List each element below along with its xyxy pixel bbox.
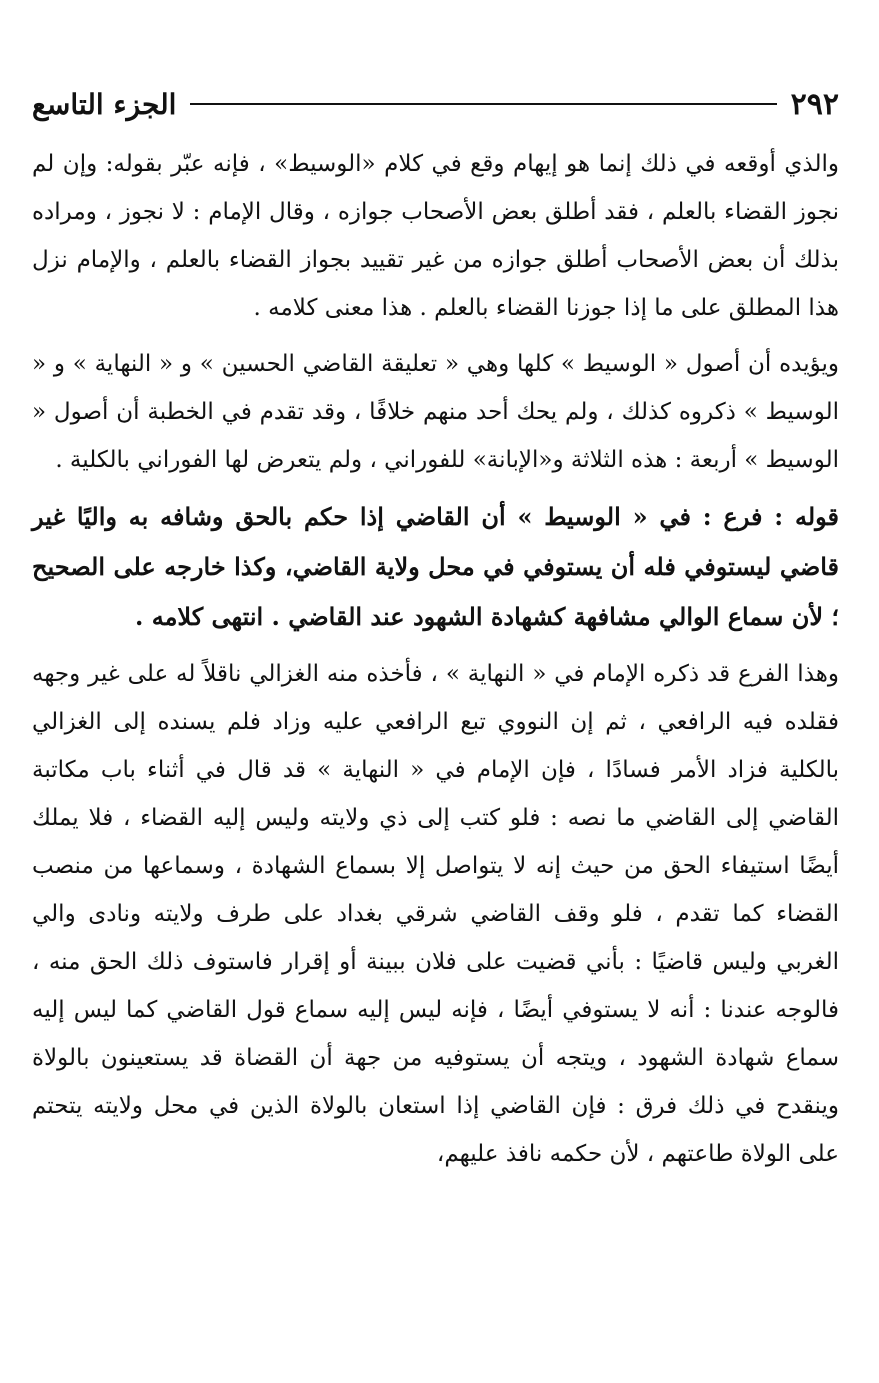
paragraph: وهذا الفرع قد ذكره الإمام في « النهاية » ، فأخذه منه الغزالي ناقلاً له على غير وجهه فقلده فيه الرافعي ، ثم إن النووي تبع الرافعي عليه وزاد فلم يسنده إلى الغزالي بالكلية فزاد الأمر فسادًا ، فإن الإمام في « النهاية » قد قال في أثناء باب مكاتبة القاضي إلى القاضي ما نصه : فلو كتب إلى ذي ولايته وليس إليه القضاء ، فلا يملك أيضًا استيفاء الحق من حيث إنه لا يتواصل إلا بسماع الشهادة ، وسماعها من منصب القضاء كما تقدم ، فلو وقف القاضي شرقي بغداد على طرف ولايته ونادى والي الغربي وليس قاضيًا : بأني قضيت على فلان ببينة أو إقرار فاستوف ذلك الحق منه ، فالوجه عندنا : أنه لا يستوفي أيضًا ، فإنه ليس إليه سماع قول القاضي كما ليس إليه سماع شهادة الشهود ، ويتجه أن يستوفيه من جهة أن القضاة قد يستعينون بالولاة وينقدح في ذلك فرق : فإن القاضي إذا استعان بالولاة الذين في محل ولايته يتحتم على الولاة طاعتهم ، لأن حكمه نافذ عليهم، [32, 661, 839, 1167]
volume-title: الجزء التاسع [32, 87, 177, 121]
page-header [32, 84, 839, 124]
paragraph: ويؤيده أن أصول « الوسيط » كلها وهي « تعليقة القاضي الحسين » و « النهاية » و « الوسيط » ذكروه كذلك ، ولم يحك أحد منهم خلافًا ، وقد تقدم في الخطبة أن أصول « الوسيط » أربعة : هذه الثلاثة و«الإبانة» للفوراني ، ولم يتعرض لها الفوراني بالكلية . [32, 351, 839, 473]
page-body [32, 140, 839, 1178]
header-rule [190, 103, 776, 105]
page-number: ٢٩٢ [790, 86, 839, 122]
paragraph: والذي أوقعه في ذلك إنما هو إيهام وقع في كلام «الوسيط» ، فإنه عبّر بقوله: وإن لم نجوز القضاء بالعلم ، فقد أطلق بعض الأصحاب جوازه ، وقال الإمام : لا نجوز ، ومراده بذلك أن بعض الأصحاب أطلق جوازه من غير تقييد بجواز القضاء بالعلم ، والإمام نزل هذا المطلق على ما إذا جوزنا القضاء بالعلم . هذا معنى كلامه . [32, 151, 839, 321]
quoted-paragraph: قوله : فرع : في « الوسيط » أن القاضي إذا حكم بالحق وشافه به واليًا غير قاضي ليستوفي فله أن يستوفي في محل ولاية القاضي، وكذا خارجه على الصحيح ؛ لأن سماع الوالي مشافهة كشهادة الشهود عند القاضي . انتهى كلامه . [32, 502, 839, 631]
